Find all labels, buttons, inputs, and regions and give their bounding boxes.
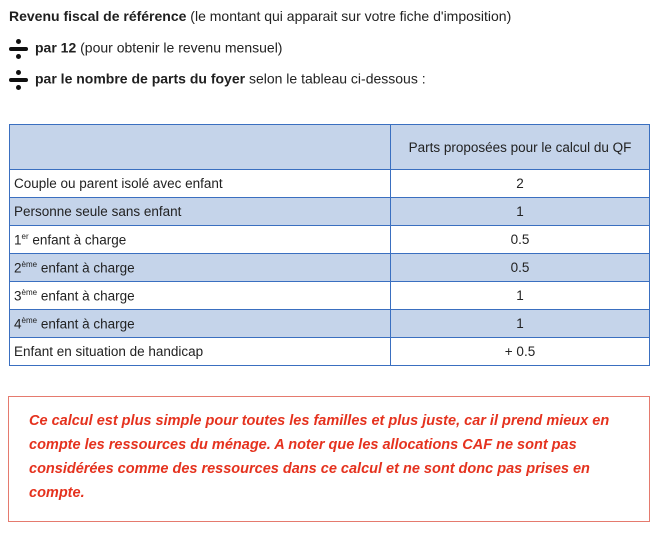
table-row xyxy=(10,310,650,338)
row-value: 1 xyxy=(391,198,650,226)
step-1-rest: (pour obtenir le revenu mensuel) xyxy=(76,39,283,56)
table-row xyxy=(10,198,650,226)
divide-icon xyxy=(9,38,27,60)
table-row xyxy=(10,170,650,198)
table-row xyxy=(10,282,650,310)
divide-icon xyxy=(9,69,27,91)
row-label: Enfant en situation de handicap xyxy=(10,338,391,366)
table-header xyxy=(10,125,650,170)
table-row xyxy=(10,338,650,366)
row-value: 1 xyxy=(391,282,650,310)
row-value: 0.5 xyxy=(391,226,650,254)
step-1-bold: par 12 xyxy=(35,39,77,56)
step-2-rest: selon le tableau ci-dessous : xyxy=(245,70,426,87)
step-1 xyxy=(9,38,282,60)
header-cell-empty xyxy=(10,125,391,170)
row-label: Couple ou parent isolé avec enfant xyxy=(10,170,391,198)
row-label: 3ème enfant à charge xyxy=(10,282,391,310)
table-row xyxy=(10,254,650,282)
row-value: 2 xyxy=(391,170,650,198)
step-2 xyxy=(9,69,426,91)
step-2-bold: par le nombre de parts du foyer xyxy=(35,70,246,87)
row-label: 1er enfant à charge xyxy=(10,226,391,254)
row-label: 2ème enfant à charge xyxy=(10,254,391,282)
row-value: + 0.5 xyxy=(391,338,650,366)
parts-table xyxy=(9,124,650,366)
intro-line xyxy=(9,8,511,24)
row-label: 4ème enfant à charge xyxy=(10,310,391,338)
table-row xyxy=(10,226,650,254)
note-box: Ce calcul est plus simple pour toutes les familles et plus juste, car il prend mieux en compte les ressources du ménage. A noter que les allocations CAF ne sont pas considérées comme des ressources dans ce calcul et ne sont donc pas prises en compte. xyxy=(8,396,650,522)
header-cell-parts: Parts proposées pour le calcul du QF xyxy=(391,125,650,170)
row-value: 1 xyxy=(391,310,650,338)
row-value: 0.5 xyxy=(391,254,650,282)
intro-rest: (le montant qui apparait sur votre fiche d'imposition) xyxy=(186,8,512,24)
row-label: Personne seule sans enfant xyxy=(10,198,391,226)
intro-bold: Revenu fiscal de référence xyxy=(9,8,187,24)
